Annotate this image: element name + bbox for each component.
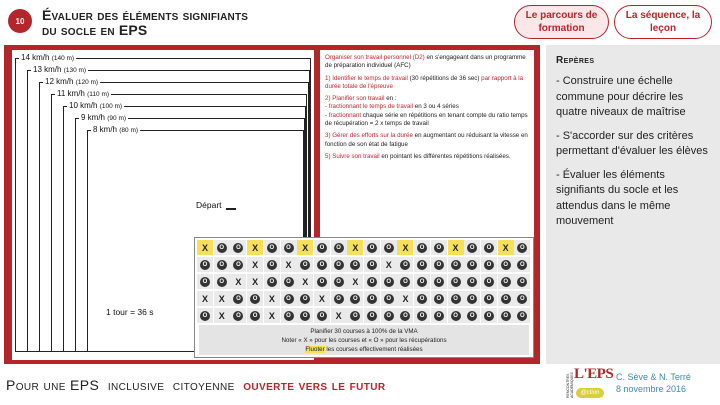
- speed-value: 12 km/h: [45, 77, 74, 86]
- run-mark: X: [252, 276, 259, 287]
- logo-main-text: L'EPS: [574, 366, 614, 382]
- reperes-item-3: - Évaluer les éléments signifiants du socle et les attendus dans le même mouvement: [556, 168, 679, 227]
- grid-cell[interactable]: [514, 240, 530, 255]
- recovery-mark: O: [517, 277, 527, 287]
- run-mark: X: [452, 242, 459, 253]
- slogan-part-2: inclusive: [107, 377, 165, 393]
- legend-line-1: Planifier 30 courses à 100% de la VMA: [310, 328, 418, 335]
- grid-cell[interactable]: [498, 274, 514, 289]
- grid-cell[interactable]: [414, 257, 430, 272]
- recovery-mark: O: [284, 243, 294, 253]
- grid-cell[interactable]: [331, 308, 347, 323]
- slogan-part-4: ouverte vers le futur: [243, 377, 386, 393]
- table-legend: [199, 325, 529, 355]
- step1-rest: (30 répétitions de 36 sec): [407, 74, 482, 82]
- instructions-box: [320, 50, 534, 266]
- speed-value: 14 km/h: [21, 53, 50, 62]
- recovery-mark: O: [367, 243, 377, 253]
- run-mark: X: [502, 242, 509, 253]
- recovery-mark: O: [467, 243, 477, 253]
- recovery-mark: O: [484, 277, 494, 287]
- grid-cell[interactable]: [247, 308, 263, 323]
- recovery-mark: O: [267, 243, 277, 253]
- instructions-step-3: [325, 132, 529, 149]
- recovery-mark: O: [267, 260, 277, 270]
- grid-cell[interactable]: [197, 257, 213, 272]
- step2b-red: - fractionnant: [325, 111, 362, 119]
- recovery-mark: O: [233, 243, 243, 253]
- recovery-mark: O: [350, 260, 360, 270]
- recovery-mark: O: [317, 277, 327, 287]
- recovery-mark: O: [417, 311, 427, 321]
- speed-distance: (100 m): [99, 103, 123, 110]
- recovery-mark: O: [284, 294, 294, 304]
- grid-cell[interactable]: [281, 308, 297, 323]
- grid-cell[interactable]: [364, 291, 380, 306]
- recovery-mark: O: [384, 294, 394, 304]
- tracking-grid: [197, 240, 531, 325]
- recovery-mark: O: [484, 260, 494, 270]
- grid-cell[interactable]: [347, 257, 363, 272]
- grid-cell[interactable]: [331, 274, 347, 289]
- speed-value: 9 km/h: [81, 113, 106, 122]
- recovery-mark: O: [367, 277, 377, 287]
- speed-value: 10 km/h: [69, 101, 98, 110]
- run-mark: X: [285, 259, 292, 270]
- grid-cell[interactable]: [331, 291, 347, 306]
- recovery-mark: O: [317, 260, 327, 270]
- run-mark: X: [268, 310, 275, 321]
- depart-label: Départ: [196, 200, 222, 210]
- recovery-mark: O: [451, 260, 461, 270]
- grid-cell[interactable]: [498, 291, 514, 306]
- grid-cell[interactable]: [481, 291, 497, 306]
- intro-red: Organiser son travail personnel (D2): [325, 54, 425, 61]
- grid-cell[interactable]: [414, 308, 430, 323]
- main-content-panel: [4, 45, 540, 364]
- speed-label: [55, 89, 111, 98]
- step2-red: 2) Planifier son travail: [325, 95, 385, 103]
- recovery-mark: O: [451, 311, 461, 321]
- eps-action-logo: [566, 366, 614, 402]
- grid-cell[interactable]: [214, 291, 230, 306]
- recovery-mark: O: [384, 311, 394, 321]
- grid-cell[interactable]: [197, 274, 213, 289]
- grid-cell[interactable]: [448, 308, 464, 323]
- grid-cell[interactable]: [364, 240, 380, 255]
- grid-cell[interactable]: [264, 291, 280, 306]
- recovery-mark: O: [267, 277, 277, 287]
- grid-cell[interactable]: [498, 308, 514, 323]
- grid-cell[interactable]: [448, 240, 464, 255]
- intro-rest: en s'engageant dans un programme de préparation individuel (AFC): [325, 54, 526, 70]
- grid-cell[interactable]: [197, 240, 213, 255]
- recovery-mark: O: [367, 260, 377, 270]
- grid-cell[interactable]: [214, 257, 230, 272]
- grid-cell[interactable]: [314, 257, 330, 272]
- grid-cell[interactable]: [247, 240, 263, 255]
- grid-cell[interactable]: [297, 308, 313, 323]
- grid-cell[interactable]: [331, 240, 347, 255]
- grid-cell[interactable]: [397, 257, 413, 272]
- authors-date: 8 novembre 2016: [616, 384, 687, 394]
- run-mark: X: [352, 242, 359, 253]
- grid-cell[interactable]: [281, 291, 297, 306]
- grid-cell[interactable]: [281, 274, 297, 289]
- recovery-mark: O: [334, 294, 344, 304]
- grid-row: [197, 308, 531, 323]
- recovery-mark: O: [417, 277, 427, 287]
- run-mark: X: [268, 293, 275, 304]
- recovery-mark: O: [367, 311, 377, 321]
- step2a-rest: en 3 ou 4 séries: [413, 103, 459, 111]
- grid-cell[interactable]: [381, 257, 397, 272]
- speed-label: [31, 65, 88, 74]
- grid-cell[interactable]: [297, 291, 313, 306]
- step2-rest: en :: [384, 95, 397, 103]
- recovery-mark: O: [233, 311, 243, 321]
- nav-sequence-button[interactable]: La séquence, la leçon: [614, 5, 712, 39]
- recovery-mark: O: [517, 260, 527, 270]
- grid-cell[interactable]: [247, 291, 263, 306]
- grid-cell[interactable]: [431, 291, 447, 306]
- reperes-title: Repères: [556, 55, 595, 66]
- run-mark: X: [385, 259, 392, 270]
- run-mark: X: [318, 293, 325, 304]
- instructions-step-5: [325, 153, 529, 161]
- grid-row: [197, 274, 531, 289]
- run-mark: X: [352, 276, 359, 287]
- grid-cell[interactable]: [381, 291, 397, 306]
- speed-label: [19, 53, 76, 62]
- recovery-mark: O: [451, 277, 461, 287]
- footer-slogan: [6, 377, 386, 393]
- recovery-mark: O: [501, 260, 511, 270]
- recovery-mark: O: [217, 243, 227, 253]
- grid-cell[interactable]: [297, 240, 313, 255]
- grid-cell[interactable]: [197, 308, 213, 323]
- run-mark: X: [302, 242, 309, 253]
- step2a-red: - fractionnant le temps de travail: [325, 103, 414, 111]
- step2b-rest: chaque série en répétitions en tenant compte du ratio temps de récupération = 2 x temps de travail: [325, 111, 528, 128]
- recovery-mark: O: [467, 294, 477, 304]
- grid-cell[interactable]: [214, 308, 230, 323]
- grid-cell[interactable]: [381, 240, 397, 255]
- grid-cell[interactable]: [230, 291, 246, 306]
- grid-cell[interactable]: [230, 308, 246, 323]
- grid-cell[interactable]: [464, 274, 480, 289]
- recovery-mark: O: [317, 243, 327, 253]
- grid-cell[interactable]: [481, 308, 497, 323]
- title-line-2: [42, 23, 248, 38]
- recovery-mark: O: [350, 311, 360, 321]
- recovery-mark: O: [284, 311, 294, 321]
- recovery-mark: O: [284, 277, 294, 287]
- recovery-mark: O: [467, 260, 477, 270]
- grid-cell[interactable]: [448, 274, 464, 289]
- step3-rest: en augmentant ou réduisant la vitesse en fonction de son état de fatigue: [325, 132, 528, 148]
- recovery-mark: O: [467, 311, 477, 321]
- speed-label: [43, 77, 100, 86]
- recovery-mark: O: [250, 311, 260, 321]
- speed-label: [79, 113, 128, 122]
- recovery-mark: O: [400, 311, 410, 321]
- recovery-mark: O: [434, 311, 444, 321]
- speed-distance: (90 m): [107, 115, 127, 122]
- run-mark: X: [252, 259, 259, 270]
- grid-cell[interactable]: [414, 240, 430, 255]
- recovery-mark: O: [200, 277, 210, 287]
- logo-side-text: RENCONTRES ACADEMIQUES: [566, 372, 574, 398]
- recovery-mark: O: [300, 311, 310, 321]
- title-line-1: Évaluer des éléments signifiants: [42, 7, 249, 23]
- step1-red2: par rapport à la durée totale de l'épreuve: [325, 74, 524, 90]
- recovery-mark: O: [501, 277, 511, 287]
- reperes-item-1: - Construire une échelle commune pour décrire les quatre niveaux de maîtrise: [556, 75, 686, 118]
- legend-line-2: Noter « X » pour les courses et « O » pour les récupérations: [281, 337, 447, 344]
- recovery-mark: O: [334, 260, 344, 270]
- run-mark: X: [402, 242, 409, 253]
- grid-cell[interactable]: [431, 274, 447, 289]
- recovery-mark: O: [501, 294, 511, 304]
- logo-sub-text: @ction: [576, 388, 604, 398]
- speed-label: [67, 101, 124, 110]
- recovery-mark: O: [350, 294, 360, 304]
- recovery-mark: O: [434, 294, 444, 304]
- recovery-mark: O: [233, 260, 243, 270]
- grid-cell[interactable]: [381, 274, 397, 289]
- grid-cell[interactable]: [214, 274, 230, 289]
- grid-row: [197, 240, 531, 255]
- recovery-mark: O: [451, 294, 461, 304]
- recovery-mark: O: [501, 311, 511, 321]
- slogan-part-3: citoyenne: [172, 377, 235, 393]
- grid-cell[interactable]: [464, 308, 480, 323]
- nav-parcours-button[interactable]: Le parcours de formation: [514, 5, 609, 39]
- run-mark: X: [302, 276, 309, 287]
- grid-cell[interactable]: [431, 240, 447, 255]
- grid-cell[interactable]: [314, 274, 330, 289]
- grid-cell[interactable]: [264, 274, 280, 289]
- recovery-mark: O: [200, 311, 210, 321]
- recovery-mark: O: [434, 243, 444, 253]
- grid-cell[interactable]: [397, 291, 413, 306]
- grid-cell[interactable]: [514, 308, 530, 323]
- step5-red: 5) Suivre son travail: [325, 152, 380, 160]
- grid-cell[interactable]: [431, 308, 447, 323]
- grid-cell[interactable]: [448, 291, 464, 306]
- grid-cell[interactable]: [314, 240, 330, 255]
- grid-cell[interactable]: [397, 240, 413, 255]
- grid-cell[interactable]: [297, 257, 313, 272]
- grid-cell[interactable]: [247, 257, 263, 272]
- recovery-mark: O: [400, 277, 410, 287]
- grid-cell[interactable]: [281, 257, 297, 272]
- grid-row: [197, 257, 531, 272]
- recovery-mark: O: [400, 260, 410, 270]
- speed-value: 8 km/h: [93, 125, 118, 134]
- run-mark: X: [335, 310, 342, 321]
- slide-title: [42, 8, 248, 38]
- recovery-mark: O: [300, 294, 310, 304]
- grid-cell[interactable]: [247, 274, 263, 289]
- grid-cell[interactable]: [414, 291, 430, 306]
- grid-cell[interactable]: [297, 274, 313, 289]
- grid-cell[interactable]: [498, 257, 514, 272]
- grid-cell[interactable]: [230, 257, 246, 272]
- grid-cell[interactable]: [464, 257, 480, 272]
- grid-cell[interactable]: [314, 291, 330, 306]
- instructions-step-1: [325, 75, 529, 92]
- depart-marker: [226, 208, 236, 210]
- recovery-mark: O: [200, 260, 210, 270]
- authors-block: [616, 371, 691, 395]
- recovery-mark: O: [300, 260, 310, 270]
- instructions-step-2: [325, 95, 529, 128]
- grid-cell[interactable]: [314, 308, 330, 323]
- speed-label: [91, 125, 140, 134]
- recovery-mark: O: [434, 277, 444, 287]
- grid-cell[interactable]: [481, 257, 497, 272]
- recovery-mark: O: [417, 243, 427, 253]
- speed-value: 11 km/h: [57, 89, 85, 98]
- legend-fluo: Fluoter: [305, 346, 325, 353]
- grid-cell[interactable]: [264, 240, 280, 255]
- grid-cell[interactable]: [431, 257, 447, 272]
- slide-number-badge: 10: [8, 9, 32, 33]
- grid-row: [197, 291, 531, 306]
- grid-cell[interactable]: [514, 274, 530, 289]
- run-mark: X: [202, 242, 209, 253]
- recovery-mark: O: [367, 294, 377, 304]
- recovery-mark: O: [384, 243, 394, 253]
- grid-cell[interactable]: [514, 257, 530, 272]
- recovery-mark: O: [217, 260, 227, 270]
- slogan-part-1: Pour une EPS: [6, 377, 100, 393]
- grid-cell[interactable]: [464, 291, 480, 306]
- speed-distance: (130 m): [63, 67, 87, 74]
- authors-names: C. Sève & N. Terré: [616, 372, 691, 382]
- recovery-mark: O: [517, 243, 527, 253]
- recovery-mark: O: [484, 243, 494, 253]
- grid-cell[interactable]: [397, 308, 413, 323]
- recovery-mark: O: [317, 311, 327, 321]
- recovery-mark: O: [467, 277, 477, 287]
- recovery-mark: O: [484, 311, 494, 321]
- grid-cell[interactable]: [331, 257, 347, 272]
- tracking-table: [194, 237, 534, 358]
- grid-cell[interactable]: [381, 308, 397, 323]
- step3-red: 3) Gérer des efforts sur la durée: [325, 132, 413, 140]
- run-mark: X: [252, 242, 259, 253]
- grid-cell[interactable]: [397, 274, 413, 289]
- speed-distance: (110 m): [87, 91, 110, 98]
- grid-cell[interactable]: [197, 291, 213, 306]
- title-line-2-prefix: du socle en: [42, 22, 119, 38]
- run-mark: X: [402, 293, 409, 304]
- recovery-mark: O: [517, 311, 527, 321]
- recovery-mark: O: [334, 277, 344, 287]
- legend-line-3-rest: les courses effectivement réalisées: [324, 346, 423, 353]
- grid-cell[interactable]: [364, 257, 380, 272]
- grid-cell[interactable]: [347, 240, 363, 255]
- grid-cell[interactable]: [464, 240, 480, 255]
- recovery-mark: O: [417, 294, 427, 304]
- grid-cell[interactable]: [264, 257, 280, 272]
- step1-red: 1) Identifier le temps de travail: [325, 74, 408, 82]
- grid-cell[interactable]: [481, 274, 497, 289]
- grid-cell[interactable]: [364, 274, 380, 289]
- recovery-mark: O: [417, 260, 427, 270]
- run-mark: X: [218, 310, 225, 321]
- grid-cell[interactable]: [347, 308, 363, 323]
- grid-cell[interactable]: [230, 274, 246, 289]
- grid-cell[interactable]: [281, 240, 297, 255]
- grid-cell[interactable]: [230, 240, 246, 255]
- tour-label: 1 tour = 36 s: [106, 307, 154, 317]
- run-mark: X: [218, 293, 225, 304]
- run-mark: X: [235, 276, 242, 287]
- legend-line-3: [199, 345, 529, 354]
- step5-rest: en pointant les différentes répétitions réalisées.: [379, 152, 511, 160]
- recovery-mark: O: [484, 294, 494, 304]
- grid-cell[interactable]: [214, 240, 230, 255]
- recovery-mark: O: [334, 243, 344, 253]
- grid-cell[interactable]: [364, 308, 380, 323]
- recovery-mark: O: [233, 294, 243, 304]
- grid-cell[interactable]: [347, 274, 363, 289]
- grid-cell[interactable]: [347, 291, 363, 306]
- run-mark: X: [202, 293, 209, 304]
- grid-cell[interactable]: [481, 240, 497, 255]
- title-line-2-eps: EPS: [118, 22, 148, 38]
- speed-distance: (140 m): [51, 55, 75, 62]
- grid-cell[interactable]: [448, 257, 464, 272]
- recovery-mark: O: [250, 294, 260, 304]
- speed-value: 13 km/h: [33, 65, 62, 74]
- reperes-panel: [546, 45, 720, 364]
- speed-distance: (80 m): [119, 127, 139, 134]
- grid-cell[interactable]: [514, 291, 530, 306]
- grid-cell[interactable]: [264, 308, 280, 323]
- recovery-mark: O: [517, 294, 527, 304]
- recovery-mark: O: [384, 277, 394, 287]
- instructions-intro: [325, 54, 529, 71]
- reperes-item-2: - S'accorder sur des critères permettant d'évaluer les élèves: [556, 129, 708, 157]
- grid-cell[interactable]: [414, 274, 430, 289]
- speed-distance: (120 m): [75, 79, 99, 86]
- grid-cell[interactable]: [498, 240, 514, 255]
- recovery-mark: O: [434, 260, 444, 270]
- recovery-mark: O: [217, 277, 227, 287]
